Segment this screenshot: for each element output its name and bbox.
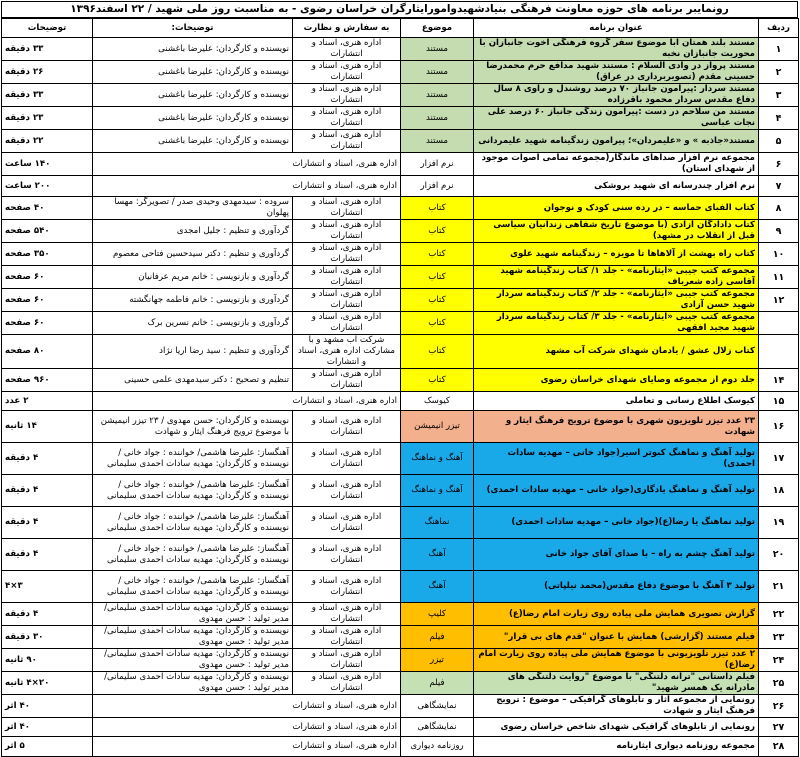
table-row	[2, 84, 799, 107]
program-topic: کتاب	[401, 312, 474, 335]
program-order: اداره هنری، اسناد و انتشارات	[293, 626, 401, 649]
program-title: مجموعه کتب جیبی «ایثارنامه» - جلد ۳/ کتاب زندگینامه سردار شهید مجید افقهی	[474, 312, 759, 335]
program-duration: ۲۰۰ ساعت	[2, 176, 93, 197]
program-topic: آهنگ	[401, 539, 474, 571]
row-number: ۲۳	[759, 626, 799, 649]
table-row	[2, 289, 799, 312]
table-row	[2, 335, 799, 369]
table-row	[2, 266, 799, 289]
program-duration: ۴ دقیقه	[2, 443, 93, 475]
program-topic: نرم افزار	[401, 176, 474, 197]
row-number: ۱۵	[759, 392, 799, 411]
table-row	[2, 737, 799, 757]
program-title: ۲ عدد تیزر تلویزیونی با موضوع همایش ملی پیاده روی زیارت امام رضا(ع)	[474, 649, 759, 672]
program-title: فیلم داستانی "ترانه دلتنگی" با موضوع "روایت دلتنگی های مادرانه یک همسر شهید"	[474, 672, 759, 695]
program-duration: ۱۴ ثانیه	[2, 411, 93, 443]
program-topic: کتاب	[401, 220, 474, 243]
program-duration: ۴۰ اثر	[2, 718, 93, 737]
program-notes: آهنگساز: علیرضا هاشمی/ خواننده : جواد خانی / نویسنده و کارگردان: مهدیه سادات احمدی سلیمانی	[93, 571, 293, 603]
program-duration: ۴ دقیقه	[2, 475, 93, 507]
program-notes: گردآوری و تنظیم : جلیل امجدی	[93, 220, 293, 243]
program-topic: کتاب	[401, 335, 474, 369]
program-topic: نرم افزار	[401, 153, 474, 176]
program-title: تولید نماهنگ یا رضا(ع)(جواد خانی – مهدیه سادات احمدی)	[474, 507, 759, 539]
row-number: ۷	[759, 176, 799, 197]
page-title: رونمایبر برنامه های حوزه معاونت فرهنگی بنیادشهیدوامورایثارگران خراسان رضوی - به مناسبت روز ملی شهید / ۲۲ اسفند۱۳۹۶	[1, 1, 798, 18]
program-order: شرکت آب مشهد و با مشارکت اداره هنری، اسناد و انتشارات	[293, 335, 401, 369]
row-number: ۱۷	[759, 443, 799, 475]
program-order: اداره هنری، اسناد و انتشارات	[293, 443, 401, 475]
program-duration: ۳۳ دقیقه	[2, 84, 93, 107]
header-row-no: ردیف	[759, 19, 799, 38]
row-number: ۲	[759, 61, 799, 84]
table-row	[2, 61, 799, 84]
program-order: اداره هنری، اسناد و انتشارات	[293, 243, 401, 266]
program-duration: ۵۴۰ صفحه	[2, 220, 93, 243]
program-duration: ۳۵۰ صفحه	[2, 243, 93, 266]
table-row	[2, 220, 799, 243]
program-notes: گردآوری و تنظیم : دکتر سیدحسین فتاحی معصوم	[93, 243, 293, 266]
row-number: ۲۱	[759, 571, 799, 603]
table-row	[2, 176, 799, 197]
program-order: اداره هنری، اسناد و انتشارات	[293, 672, 401, 695]
program-notes: آهنگساز: علیرضا هاشمی/ خواننده : جواد خانی / نویسنده و کارگردان: مهدیه سادات احمدی سلیمانی	[93, 539, 293, 571]
header-duration: توضیحات	[2, 19, 93, 38]
program-topic: آهنگ و نماهنگ	[401, 475, 474, 507]
program-order: اداره هنری، اسناد و انتشارات	[293, 107, 401, 130]
program-duration: ۲۶ دقیقه	[2, 61, 93, 84]
program-title: جلد دوم از مجموعه وصایای شهدای خراسان رضوی	[474, 369, 759, 392]
program-notes: اداره هنری، اسناد و انتشارات	[93, 176, 401, 197]
program-topic: کتاب	[401, 369, 474, 392]
table-row	[2, 603, 799, 626]
program-topic: کیوسک	[401, 392, 474, 411]
program-title: مجموعه روزنامه دیواری ایثارنامه	[474, 737, 759, 757]
table-row	[2, 312, 799, 335]
table-row	[2, 153, 799, 176]
table-row	[2, 571, 799, 603]
program-notes: نویسنده و کارگردان: علیرضا باغشنی	[93, 107, 293, 130]
program-notes: آهنگساز: علیرضا هاشمی/ خواننده : جواد خانی / نویسنده و کارگردان: مهدیه سادات احمدی سلیمانی	[93, 475, 293, 507]
program-notes: تنظیم و تصحیح : دکتر سیدمهدی علمی حسینی	[93, 369, 293, 392]
program-notes: نویسنده و کارگردان: مهدیه سادات احمدی سلیمانی/ مدیر تولید : حسن مهدوی	[93, 649, 293, 672]
row-number: ۱۶	[759, 411, 799, 443]
program-title: مستند«جاذبه » و «علیمردان»؛ پیرامون زندگینامه شهید علیمردانی	[474, 130, 759, 153]
program-topic: مستند	[401, 38, 474, 61]
program-notes: سروده : سیدمهدی وحیدی صدر / تصویرگر: مهسا پهلوان	[93, 197, 293, 220]
program-order: اداره هنری، اسناد و انتشارات	[293, 130, 401, 153]
program-title: تولید آهنگ و نماهنگ یادگاری(جواد خانی – مهدیه سادات احمدی)	[474, 475, 759, 507]
program-topic: تیزر انیمیشن	[401, 411, 474, 443]
row-number: ۱۹	[759, 507, 799, 539]
program-title: کتاب راه بهشت از آلاهاها تا مویزه – زندگینامه شهید علوی	[474, 243, 759, 266]
program-duration: ۹۶۰ صفحه	[2, 369, 93, 392]
program-order: اداره هنری، اسناد و انتشارات	[293, 61, 401, 84]
program-duration: ۲۲ دقیقه	[2, 130, 93, 153]
program-title: مجموعه کتب جیبی «ایثارنامه» - جلد ۱/ کتاب زندگینامه شهید آقاسی زاده شعرباف	[474, 266, 759, 289]
program-notes: آهنگساز: علیرضا هاشمی/ خواننده : جواد خانی / نویسنده و کارگردان: مهدیه سادات احمدی سلیمانی	[93, 443, 293, 475]
program-title: کتاب دادادگان آزادی (با موضوع تاریخ شفاهی زندانیان سیاسی قبل از انقلاب در مشهد)	[474, 220, 759, 243]
table-row	[2, 695, 799, 718]
program-title: مجموعه کتب جیبی «ایثارنامه» - جلد ۲/ کتاب زندگینامه سردار شهید حسن آزادی	[474, 289, 759, 312]
program-title: مستند سردار :پیرامون جانباز ۷۰ درصد روشندل و راوی ۸ سال دفاع مقدس سردار محمود باقرزاده	[474, 84, 759, 107]
program-duration: ۹۰ ثانیه	[2, 649, 93, 672]
program-topic: کتاب	[401, 197, 474, 220]
program-order: اداره هنری، اسناد و انتشارات	[293, 266, 401, 289]
program-order: اداره هنری، اسناد و انتشارات	[293, 507, 401, 539]
program-topic: کتاب	[401, 266, 474, 289]
program-duration: ۶۰ صفحه	[2, 266, 93, 289]
row-number: ۳	[759, 84, 799, 107]
program-duration: ۵ اثر	[2, 737, 93, 757]
table-row	[2, 443, 799, 475]
row-number: ۱۴	[759, 369, 799, 392]
program-title: مستند پرواز در وادی السلام : مستند شهید مدافع حرم محمدرضا حسینی مقدم (تصویربرداری در عراق)	[474, 61, 759, 84]
row-number: ۸	[759, 197, 799, 220]
program-duration: ۳۳ دقیقه	[2, 38, 93, 61]
program-table	[1, 18, 799, 757]
program-topic: نماهنگ	[401, 507, 474, 539]
program-duration: ۴۰ اثر	[2, 695, 93, 718]
program-order: اداره هنری، اسناد و انتشارات	[293, 603, 401, 626]
table-row	[2, 672, 799, 695]
program-notes: گردآوری و بازنویسی : خانم نسرین برک	[93, 312, 293, 335]
row-number: ۶	[759, 153, 799, 176]
table-row	[2, 649, 799, 672]
program-title: کتاب الفبای حماسه – در رده سنی کودک و نوجوان	[474, 197, 759, 220]
program-duration: ۴ دقیقه	[2, 603, 93, 626]
program-topic: فیلم	[401, 672, 474, 695]
program-duration: ۳۰ دقیقه	[2, 626, 93, 649]
program-order: اداره هنری، اسناد و انتشارات	[293, 289, 401, 312]
program-notes: نویسنده و کارگردان: مهدیه سادات احمدی سلیمانی/ مدیر تولید : حسن مهدوی	[93, 626, 293, 649]
program-duration: ۲۰×۴ ثانیه	[2, 672, 93, 695]
row-number: ۹	[759, 220, 799, 243]
program-topic: فیلم	[401, 626, 474, 649]
table-row	[2, 369, 799, 392]
table-row	[2, 130, 799, 153]
table-row	[2, 718, 799, 737]
table-row	[2, 539, 799, 571]
row-number	[759, 335, 799, 369]
program-title: ۲۳ عدد تیزر تلویزیون شهری با موضوع ترویج فرهنگ ایثار و شهادت	[474, 411, 759, 443]
row-number: ۱۸	[759, 475, 799, 507]
row-number: ۱	[759, 38, 799, 61]
program-topic: تیزر	[401, 649, 474, 672]
program-notes: اداره هنری، اسناد و انتشارات	[93, 392, 401, 411]
row-number: ۲۴	[759, 649, 799, 672]
program-title: تولید آهنگ چشم به راه – با صدای آقای جواد خانی	[474, 539, 759, 571]
program-order: اداره هنری، اسناد و انتشارات	[293, 475, 401, 507]
program-notes: نویسنده و کارگردان: علیرضا باغشنی	[93, 38, 293, 61]
program-duration: ۲ عدد	[2, 392, 93, 411]
header-topic: موضوع	[401, 19, 474, 38]
program-order: اداره هنری، اسناد و انتشارات	[293, 411, 401, 443]
program-notes: آهنگساز: علیرضا هاشمی/ خواننده : جواد خانی / نویسنده و کارگردان: مهدیه سادات احمدی سلیمانی	[93, 507, 293, 539]
table-row	[2, 475, 799, 507]
program-notes: گردآوری و بازنویسی : خانم مریم عرفانیان	[93, 266, 293, 289]
program-notes: نویسنده و کارگردان: علیرضا باغشنی	[93, 84, 293, 107]
program-title: فیلم مستند (گزارشی) همایش با عنوان "قدم های بی قرار"	[474, 626, 759, 649]
program-title: رونمایی از مجموعه آثار و تابلوهای گرافیکی – موضوع : ترویج فرهنگ ایثار و شهادت	[474, 695, 759, 718]
row-number: ۵	[759, 130, 799, 153]
program-title: مجموعه نرم افزار صداهای ماندگار(مجموعه تمامی اصوات موجود از شهدای استان)	[474, 153, 759, 176]
table-row	[2, 197, 799, 220]
program-duration: ۱۴۰ ساعت	[2, 153, 93, 176]
program-order: اداره هنری، اسناد و انتشارات	[293, 369, 401, 392]
table-body	[2, 38, 799, 757]
table-header-row	[2, 19, 799, 38]
table-row	[2, 411, 799, 443]
row-number: ۲۷	[759, 718, 799, 737]
table-row	[2, 626, 799, 649]
program-order: اداره هنری، اسناد و انتشارات	[293, 649, 401, 672]
program-topic: مستند	[401, 130, 474, 153]
program-topic: نمایشگاهی	[401, 695, 474, 718]
program-topic: مستند	[401, 61, 474, 84]
program-topic: آهنگ و نماهنگ	[401, 443, 474, 475]
program-topic: مستند	[401, 107, 474, 130]
program-duration: ۴ دقیقه	[2, 539, 93, 571]
program-notes: نویسنده و کارگردان: مهدیه سادات احمدی سلیمانی/ مدیر تولید : حسن مهدوی	[93, 603, 293, 626]
row-number: ۲۰	[759, 539, 799, 571]
program-title: مستند بلند همتان ابا موضوع سفر گروه فرهنگی اخوت جانبازان با محوریت جانبازان نخبه	[474, 38, 759, 61]
program-notes: نویسنده و کارگردان: علیرضا باغشنی	[93, 61, 293, 84]
program-title: نرم افزار چندرسانه ای شهید بروشکی	[474, 176, 759, 197]
program-title: تولید ۳ آهنگ با موضوع دفاع مقدس(محمد نیلپاتی)	[474, 571, 759, 603]
program-duration: ۲۳ دقیقه	[2, 107, 93, 130]
row-number: ۱۲	[759, 289, 799, 312]
program-order: اداره هنری، اسناد و انتشارات	[293, 571, 401, 603]
table-row	[2, 107, 799, 130]
program-notes: نویسنده و کارگردان: حسن مهدوی / ۲۳ تیزر انیمیشن با موضوع ترویج فرهنگ ایثار و شهادت	[93, 411, 293, 443]
program-duration: ۴ دقیقه	[2, 507, 93, 539]
program-notes: نویسنده و کارگردان: مهدیه سادات احمدی سلیمانی/ مدیر تولید : حسن مهدوی	[93, 672, 293, 695]
program-topic: کلیپ	[401, 603, 474, 626]
table-row	[2, 38, 799, 61]
program-notes: نویسنده و کارگردان: علیرضا باغشنی	[93, 130, 293, 153]
header-title: عنوان برنامه	[474, 19, 759, 38]
program-notes: اداره هنری، اسناد و انتشارات	[93, 737, 401, 757]
row-number: ۱۱	[759, 266, 799, 289]
program-notes: گردآوری و تنظیم : سید رضا اریا نژاد	[93, 335, 293, 369]
program-notes: اداره هنری، اسناد و انتشارات	[93, 718, 401, 737]
program-title: گزارش تصویری همایش ملی پیاده روی زیارت امام رضا(ع)	[474, 603, 759, 626]
row-number: ۲۶	[759, 695, 799, 718]
program-title: رونمایی از تابلوهای گرافیکی شهدای شاخص خراسان رضوی	[474, 718, 759, 737]
program-topic: کتاب	[401, 289, 474, 312]
program-title: کیوسک اطلاع رسانی و تعاملی	[474, 392, 759, 411]
program-order: اداره هنری، اسناد و انتشارات	[293, 38, 401, 61]
row-number: ۴	[759, 107, 799, 130]
header-notes: توضیحات:	[93, 19, 293, 38]
program-topic: مستند	[401, 84, 474, 107]
program-topic: روزنامه دیواری	[401, 737, 474, 757]
program-title: کتاب زلال عشق / یادمان شهدای شرکت آب مشهد	[474, 335, 759, 369]
program-duration: ۸۰ صفحه	[2, 335, 93, 369]
program-notes: اداره هنری، اسناد و انتشارات	[93, 695, 401, 718]
program-notes: اداره هنری، اسناد و انتشارات	[93, 153, 401, 176]
table-row	[2, 507, 799, 539]
program-duration: ۶۰ صفحه	[2, 312, 93, 335]
program-notes: گردآوری و بازنویسی : خانم فاطمه جهانگشته	[93, 289, 293, 312]
row-number: ۱۰	[759, 243, 799, 266]
row-number	[759, 312, 799, 335]
program-order: اداره هنری، اسناد و انتشارات	[293, 312, 401, 335]
program-duration: ۶۰ صفحه	[2, 289, 93, 312]
program-duration: ۴۰ صفحه	[2, 197, 93, 220]
program-duration: ۳×۴	[2, 571, 93, 603]
program-topic: کتاب	[401, 243, 474, 266]
program-order: اداره هنری، اسناد و انتشارات	[293, 220, 401, 243]
program-topic: نمایشگاهی	[401, 718, 474, 737]
table-row	[2, 392, 799, 411]
program-topic: آهنگ	[401, 571, 474, 603]
program-order: اداره هنری، اسناد و انتشارات	[293, 84, 401, 107]
table-row	[2, 243, 799, 266]
row-number: ۲۵	[759, 672, 799, 695]
program-title: تولید آهنگ و نماهنگ کبوتر اسیر(جواد خانی – مهدیه سادات احمدی)	[474, 443, 759, 475]
program-order: اداره هنری، اسناد و انتشارات	[293, 539, 401, 571]
program-title: مستند من سلاحم در دست :پیرامون زندگی جانباز ۶۰ درصد علی نجات عباسی	[474, 107, 759, 130]
header-order: به سفارش و نظارت	[293, 19, 401, 38]
program-order: اداره هنری، اسناد و انتشارات	[293, 197, 401, 220]
row-number: ۲۸	[759, 737, 799, 757]
row-number: ۲۲	[759, 603, 799, 626]
